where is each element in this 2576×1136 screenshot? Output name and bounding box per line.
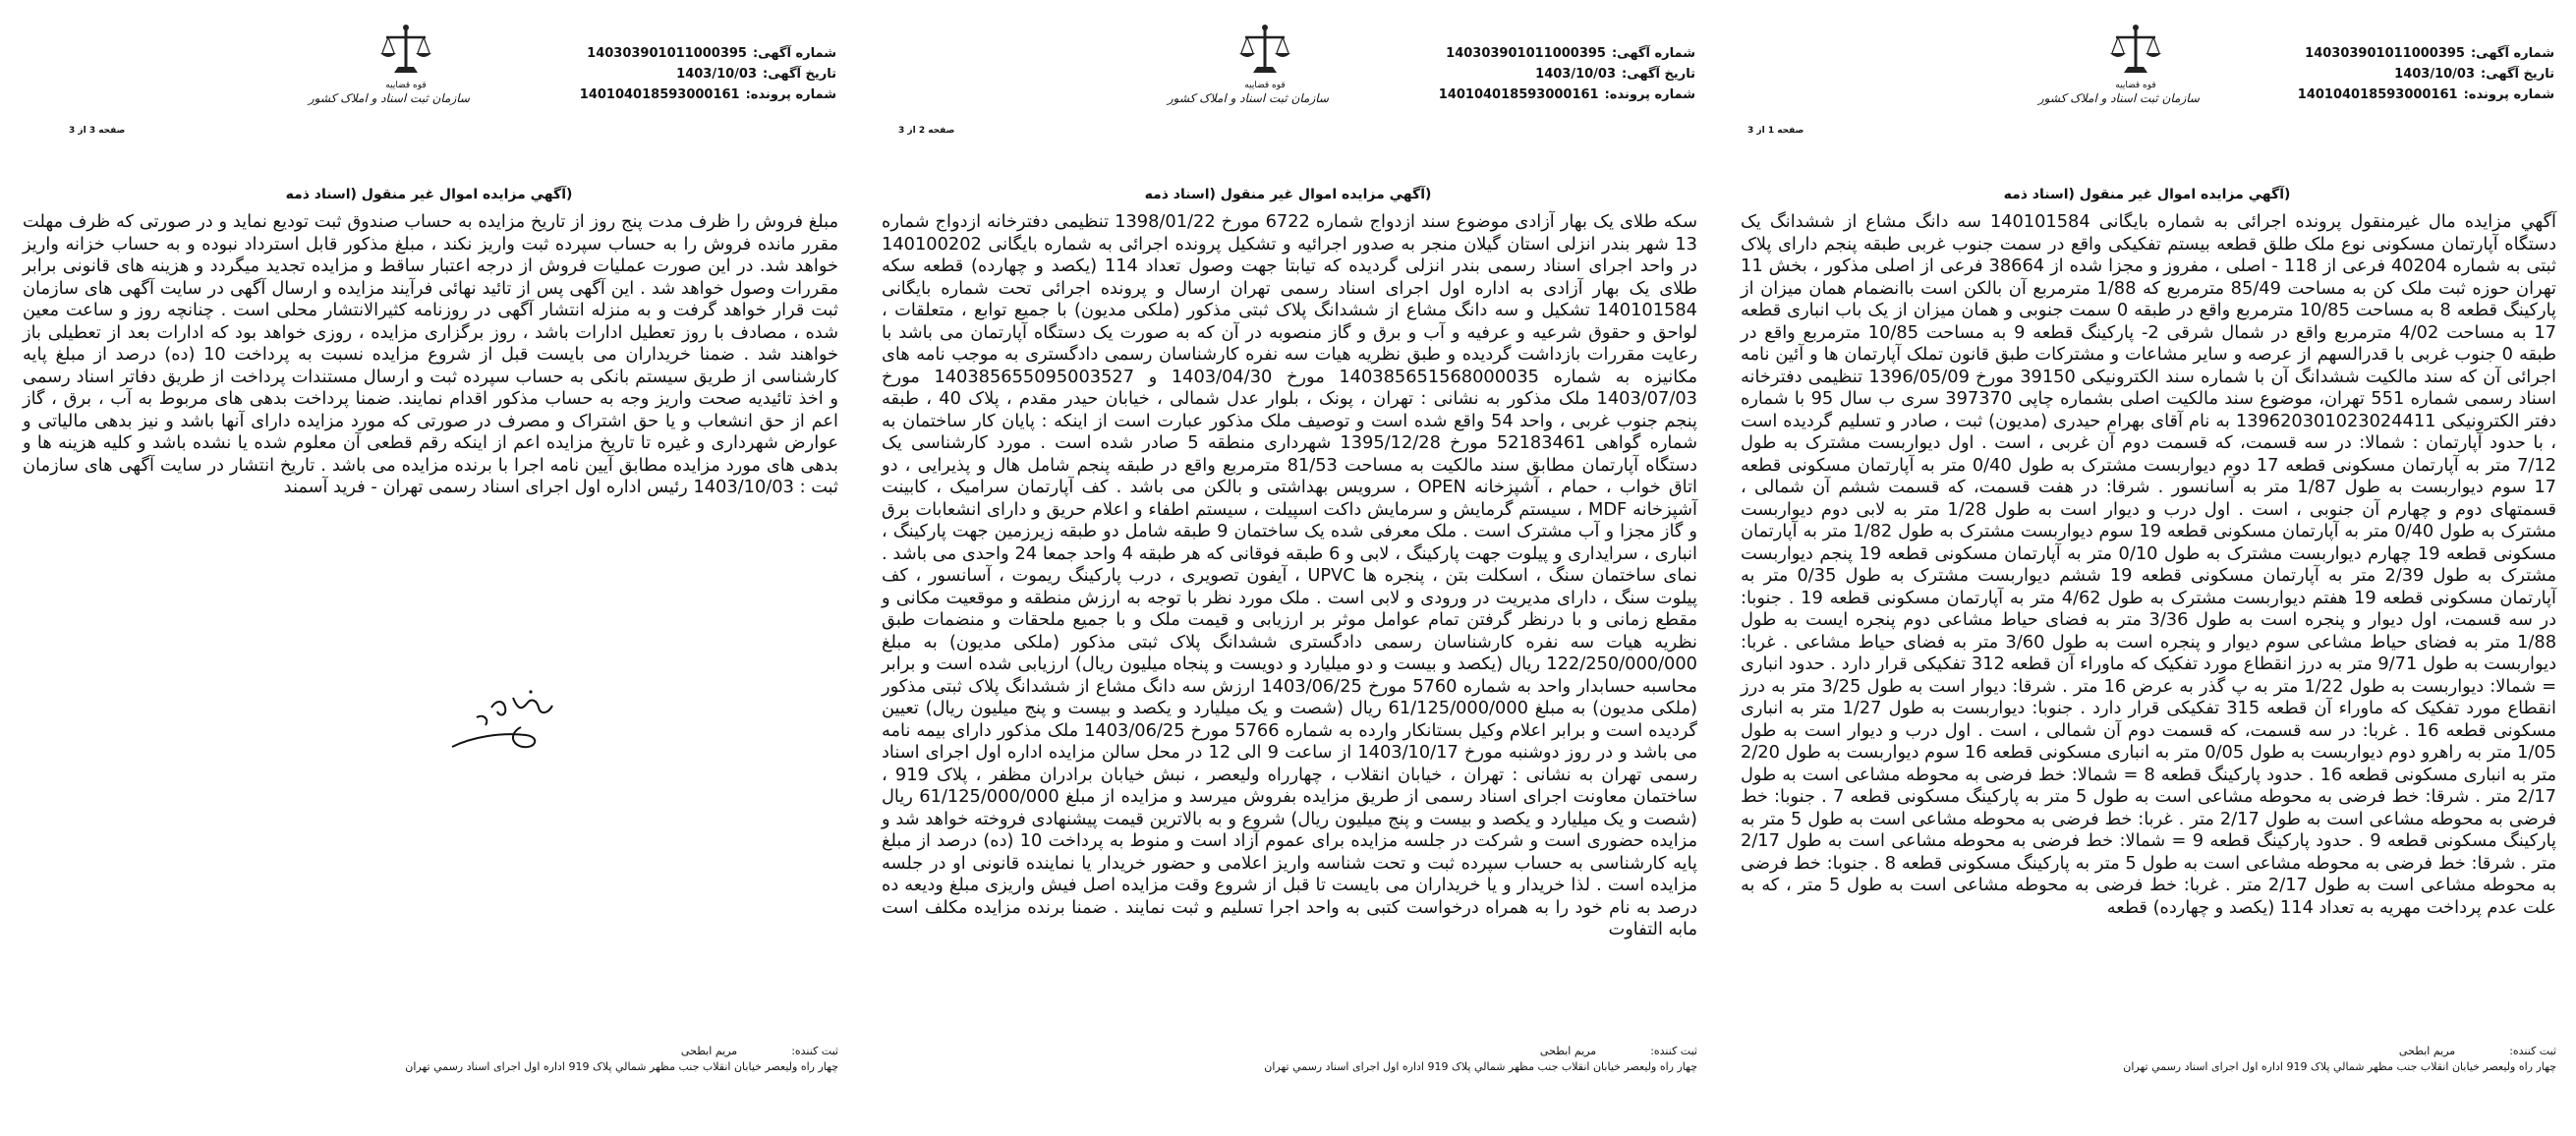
ad-number-label: شماره آگهی: [2470,46,2554,61]
notice-title: (آگهي مزايده اموال غیر منقول (اسناد ذمه [2003,187,2291,202]
registrar-line [2123,1044,2556,1059]
org-small-label: قوه قضاییه [1244,81,1286,90]
judiciary-emblem [2037,22,2200,120]
judiciary-emblem [308,22,470,120]
file-number-row [580,85,836,105]
office-address: چهار راه ولیعصر خیابان انقلاب جنب مظهر شمالي پلاک 919 اداره اول اجرای اسناد رسمي تهران [405,1060,838,1073]
office-address: چهار راه ولیعصر خیابان انقلاب جنب مظهر شمالي پلاک 919 اداره اول اجرای اسناد رسمي تهران [2123,1060,2556,1073]
page-number: صفحه 3 از 3 [69,126,126,136]
ad-meta-block [580,43,836,105]
ad-number-label: شماره آگهی: [1611,46,1695,61]
page-1 [1718,0,2576,1136]
office-address: چهار راه ولیعصر خیابان انقلاب جنب مظهر شمالي پلاک 919 اداره اول اجرای اسناد رسمي تهران [1264,1060,1697,1073]
registrar-name: مریم ابطحی [2398,1045,2456,1057]
ad-number-row [580,43,836,64]
scales-of-justice-icon [1235,22,1294,81]
file-number-row [1439,85,1695,105]
page-footer [1264,1044,1697,1075]
org-small-label: قوه قضاییه [2115,81,2156,90]
registrar-label: ثبت کننده: [1650,1045,1697,1057]
ad-date-value: 1403/10/03 [676,67,758,82]
scales-of-justice-icon [376,22,435,81]
file-number-label: شماره پرونده: [1604,87,1695,102]
notice-body: آگهي مزايده مال غيرمنقول پرونده اجرائی به شماره بايگانی 140101584 سه دانگ مشاع از ششدانگ يک دستگاه آپارتمان مسکونی نوع ملک طلق قطعه بيستم تفکيکی واقع در سمت جنوب غربی طبقه پنجم دارای پلاک ثبتی به شماره 40204 فرعی از 118 - اصلی ، مفروز و مجزا شده از 38664 فرعی از اصلی مذکور ، بخش 11 تهران حوزه ثبت ملک کن به مساحت 85/49 مترمربع که 1/88 مترمربع آن بالکن است باانضمام همان ميزان از پارکينگ قطعه 8 به مساحت 10/85 مترمربع واقع در طبقه 0 سمت جنوبی و همان ميزان از يک باب انباری قطعه 17 به مساحت 4/02 مترمربع واقع در شمال شرقی 2- پارکينگ قطعه 9 به مساحت 10/85 مترمربع واقع در طبقه 0 جنوب غربی با قدرالسهم از عرصه و ساير مشاعات و مشترکات طبق قانون تملک آپارتمان ها و آئين نامه اجرائی آن که سند مالکيت ششدانگ آن با شماره سند الکترونيکی 39150 مورخ 1396/05/09 تنظيمی دفترخانه اسناد رسمی شماره 551 تهران، موضوع سند مالکيت اصلی بشماره چاپی 397370 سری ب سال 95 با شماره دفتر الکترونيکی 139620301023024411 به نام آقای بهرام حيدری (مدیون) ثبت ، صادر و تسليم گرديده است ، با حدود آپارتمان : شمالا: در سه قسمت، که قسمت دوم آن غربی ، است . اول ديواربست مشترک به طول 7/12 متر به آپارتمان مسکونی قطعه 17 دوم ديواربست مشترک به طول 0/40 متر به آپارتمان مسکونی قطعه 17 سوم ديواربست به طول 1/87 متر به آسانسور . شرقا: در هفت قسمت، که قسمت ششم آن شمالی ، قسمتهای دوم و چهارم آن جنوبی ، است . اول درب و ديوار است به طول 1/28 متر به لابی دوم ديواربست مشترک به طول 0/40 متر به آپارتمان مسکونی قطعه 19 سوم ديواربست مشترک به طول 1/82 متر به آپارتمان مسکونی قطعه 19 چهارم ديواربست مشترک به طول 0/10 متر به آپارتمان مسکونی قطعه 19 پنجم ديواربست مشترک به طول 2/39 متر به آپارتمان مسکونی قطعه 19 ششم ديواربست مشترک به طول 0/35 متر به آپارتمان مسکونی قطعه 19 هفتم ديواربست مشترک به طول 4/62 متر به آپارتمان مسکونی قطعه 19 . جنوبا: در سه قسمت، اول ديوار و پنجره است به طول 3/36 متر به فضای حياط مشاعی دوم پنجره ايست به طول 1/88 متر به فضای حياط مشاعی سوم ديوار و پنجره است به طول 3/60 متر به فضای حياط مشاعی . غربا: ديواربست به طول 9/71 متر به درز انقطاع مورد تفکيک که ماوراء آن قطعه 312 تفکيکی قرار دارد . حدود انباری = شمالا: ديواربست به طول 1/22 متر به پ گذر به عرض 16 متر . شرقا: ديوار است به طول 3/25 متر به درز انقطاع مورد تفکيک که ماوراء آن قطعه 315 تفکيکی قرار دارد . جنوبا: ديواربست به طول 1/27 متر به انباری مسکونی قطعه 16 . غربا: در سه قسمت، که قسمت دوم آن شمالی ، است . اول درب و ديوار است به طول 1/05 متر به راهرو دوم ديواربست به طول 0/05 متر به انباری مسکونی قطعه 16 سوم ديواربست به طول 2/20 متر به انباری مسکونی قطعه 16 . حدود پارکينگ قطعه 8 = شمالا: خط فرضی به محوطه مشاعی است به طول 2/17 متر . شرقا: خط فرضی به محوطه مشاعی است به طول 5 متر به پارکينگ مسکونی قطعه 7 . جنوبا: خط فرضی به محوطه مشاعی است به طول 2/17 متر . غربا: خط فرضی به محوطه مشاعی است به طول 5 متر به پارکينگ مسکونی قطعه 9 . حدود پارکينگ قطعه 9 = شمالا: خط فرضی به محوطه مشاعی است به طول 2/17 متر . شرقا: خط فرضی به محوطه مشاعی است به طول 5 متر به پارکينگ مسکونی قطعه 8 . جنوبا: خط فرضی به محوطه مشاعی است به طول 2/17 متر . غربا: خط فرضی به محوطه مشاعی است به طول 5 متر ، که به علت عدم پرداخت مهريه به تعداد 114 (يکصد و چهارده) قطعه [1741,211,2557,918]
org-main-label: سازمان ثبت اسناد و املاک کشور [308,91,470,105]
org-small-label: قوه قضاییه [385,81,427,90]
org-main-label: سازمان ثبت اسناد و املاک کشور [1167,91,1329,105]
ad-number-label: شماره آگهی: [752,46,836,61]
registrar-line [1264,1044,1697,1059]
page-number: صفحه 2 از 3 [898,126,955,136]
org-main-label: سازمان ثبت اسناد و املاک کشور [2037,91,2200,105]
notice-title: (آگهي مزايده اموال غیر منقول (اسناد ذمه [1144,187,1432,202]
ad-number-value: 140303901011000395 [1446,46,1606,61]
registrar-label: ثبت کننده: [791,1045,838,1057]
file-number-value: 140104018593000161 [1438,87,1599,102]
registrar-name: مریم ابطحی [680,1045,738,1057]
notice-body: مبلغ فروش را ظرف مدت پنج روز از تاريخ مزايده به حساب صندوق ثبت توديع نمايد و در صورتی که ظرف مهلت مقرر مانده فروش را به حساب سپرده ثبت واريز نکند ، مبلغ مذکور قابل استرداد نبوده و به حساب خزانه واريز خواهد شد. در اين صورت عمليات فروش از درجه اعتبار ساقط و مزايده تجديد ميگردد و هزينه های قانونی برابر مقررات وصول خواهد شد . اين آگهی پس از تائيد نهائی فرآيند مزايده و ارسال آگهی در سايت آگهی های سازمان ثبت قرار خواهد گرفت و به منزله انتشار آگهی در روزنامه کثيرالانتشار محلی است . چنانچه روز و ساعت معين شده ، مصادف با روز تعطيل ادارات باشد ، روز برگزاری مزايده ، روزی خواهد بود که ادارات بعد از تعطيلی باز خواهند شد . ضمنا خريداران می بايست قبل از شروع مزايده نسبت به پرداخت 10 (ده) درصد از مبلغ پايه کارشناسی از طريق سيستم بانکی به حساب سپرده ثبت و ارسال مستندات پرداخت از طريق دفاتر اسناد رسمی و اخذ تائيديه صحت واريز وجه به حساب مذکور اقدام نمايند. ضمنا پرداخت بدهی های مربوط به آب ، برق ، گاز اعم از حق انشعاب و يا حق اشتراک و مصرف در صورتی که مورد مزايده دارای آنها باشد و نيز بدهی مالياتی و عوارض شهرداری و غيره تا تاريخ مزايده اعم از اينکه رقم قطعی آن معلوم شده يا نشده باشد و کليه هزينه ها و بدهی های مورد مزايده مطابق آيين نامه اجرا با برنده مزايده می باشد . تاريخ انتشار در سايت آگهی های سازمان ثبت : 1403/10/03 رئيس اداره اول اجرای اسناد رسمی تهران - فريد آسمند [23,211,838,497]
file-number-value: 140104018593000161 [579,87,740,102]
ad-number-row [1439,43,1695,64]
registrar-line [405,1044,838,1059]
notice-body: سکه طلای يک بهار آزادی موضوع سند ازدواج شماره 6722 مورخ 1398/01/22 تنظيمی دفترخانه ازدواج شماره 13 شهر بندر انزلی استان گيلان منجر به صدور اجرائيه و تشکيل پرونده اجرائی به شماره بايگانی 140100202 در واحد اجرای اسناد رسمی بندر انزلی گرديده که تيابتا جهت وصول تعداد 114 (يکصد و چهارده) قطعه سکه طلای يک بهار آزادی به اداره اول اجرای اسناد رسمی تهران ارسال و پرونده اجرائی تحت شماره بايگانی 140101584 تشکيل و سه دانگ مشاع از ششدانگ پلاک ثبتی مذکور (ملکی مديون) با جميع توابع ، متعلقات ، لواحق و حقوق شرعيه و عرفيه و آب و برق و گاز منصوبه در آن که به صورت يک دستگاه آپارتمان می باشد با رعايت مقررات بازداشت گرديده و طبق نظريه هيات سه نفره کارشناسان رسمی دادگستری به موجب نامه های مکانيزه به شماره 140385651568000035 مورخ 1403/04/30 و 140385655095003527 مورخ 1403/07/03 ملک مذکور به نشانی : تهران ، پونک ، بلوار عدل شمالی ، خيابان حيدر مقدم ، پلاک 40 ، طبقه پنجم جنوب غربی ، واحد 54 واقع شده است و توصيف ملک مذکور عبارت است از اينکه : پايان کار ساختمان به شماره گواهی 52183461 مورخ 1395/12/28 شهرداری منطقه 5 صادر شده است . مورد کارشناسی يک دستگاه آپارتمان مطابق سند مالکيت به مساحت 81/53 مترمربع واقع در طبقه پنجم شامل هال و پذيرايی ، دو اتاق خواب ، حمام ، آشپزخانه OPEN ، سرويس بهداشتی و بالکن می باشد . کف آپارتمان سراميک ، کابينت آشپزخانه MDF ، سيستم گرمايش و سرمايش داکت اسپيلت ، سيستم اطفاء و اعلام حريق و دارای انشعابات برق و گاز مجزا و آب مشترک است . ملک معرفی شده يک ساختمان 9 طبقه شامل دو طبقه زيرزمين جهت پارکينگ ، انباری ، سرايداری و پيلوت جهت پارکينگ ، لابی و 6 طبقه فوقانی که هر طبقه 4 واحد جمعا 24 واحدی می باشد . نمای ساختمان سنگ ، اسکلت بتن ، پنجره ها UPVC ، آيفون تصويری ، درب پارکينگ ريموت ، آسانسور ، کف پيلوت سنگ ، دارای مديريت در ورودی و لابی است . ملک مورد نظر با توجه به ارزش منطقه و موقعيت مکانی و مقطع زمانی و با درنظر گرفتن تمام عوامل موثر بر ارزيابی و قيمت ملک و با جميع ملحقات و منضمات طبق نظريه هيات سه نفره کارشناسان رسمی دادگستری ششدانگ پلاک ثبتی مذکور (ملکی مديون) به مبلغ 122/250/000/000 ريال (يکصد و بيست و دو ميليارد و دويست و پنجاه ميليون ريال) ارزيابی شده است و برابر محاسبه حسابدار واحد به شماره 5760 مورخ 1403/06/25 ارزش سه دانگ مشاع از ششدانگ پلاک ثبتی مذکور (ملکی مديون) به مبلغ 61/125/000/000 ريال (شصت و يک ميليارد و يکصد و بيست و پنج ميليون ريال) تعيين گرديده است و برابر اعلام وکيل بستانکار وارده به شماره 5766 مورخ 1403/06/25 ملک مذکور دارای بيمه نامه می باشد و در روز دوشنبه مورخ 1403/10/17 از ساعت 9 الی 12 در محل سالن مزايده اداره اول اجرای اسناد رسمی تهران به نشانی : تهران ، خيابان انقلاب ، چهارراه وليعصر ، نبش خيابان برادران مظفر ، پلاک 919 ، ساختمان معاونت اجرای اسناد رسمی از طريق مزايده بفروش ميرسد و مزايده از مبلغ 61/125/000/000 ريال (شصت و يک ميليارد و يکصد و بيست و پنج ميليون ريال) شروع و به بالاترين قيمت پيشنهادی فروخته خواهد شد و مزايده حضوری است و شرکت در جلسه مزايده برای عموم آزاد است و منوط به پرداخت 10 (ده) درصد از مبلغ پايه کارشناسی به حساب سپرده ثبت و تحت شناسه واريز اعلامی و حضور خريدار يا نماينده قانونی او در جلسه مزايده است . لذا خريدار و يا خريداران می بايست تا قبل از شروع وقت مزايده اصل فيش واريزی مبلغ وديعه ده درصد به نام خود را به همراه درخواست کتبی به واحد اجرا تسليم و ثبت نمايند . ضمنا برنده مزايده مکلف است مابه التفاوت [882,211,1698,939]
handwritten-signature [432,678,570,767]
ad-meta-block [2298,43,2554,105]
ad-date-label: تاریخ آگهی: [1622,67,1695,82]
ad-date-row [2298,64,2554,85]
judiciary-emblem [1167,22,1329,120]
scales-of-justice-icon [2106,22,2165,81]
page-3 [0,0,858,1136]
ad-meta-block [1439,43,1695,105]
notice-title: (آگهي مزايده اموال غیر منقول (اسناد ذمه [285,187,573,202]
ad-number-value: 140303901011000395 [587,46,747,61]
ad-number-row [2298,43,2554,64]
page-footer [405,1044,838,1075]
file-number-row [2298,85,2554,105]
ad-date-label: تاریخ آگهی: [2481,67,2554,82]
page-2 [859,0,1717,1136]
file-number-label: شماره پرونده: [745,87,836,102]
ad-date-value: 1403/10/03 [1535,67,1617,82]
ad-date-label: تاریخ آگهی: [763,67,836,82]
ad-number-value: 140303901011000395 [2305,46,2465,61]
ad-date-value: 1403/10/03 [2394,67,2476,82]
registrar-name: مریم ابطحی [1539,1045,1597,1057]
ad-date-row [580,64,836,85]
registrar-label: ثبت کننده: [2509,1045,2556,1057]
file-number-value: 140104018593000161 [2297,87,2458,102]
page-number: صفحه 1 از 3 [1747,126,1804,136]
ad-date-row [1439,64,1695,85]
file-number-label: شماره پرونده: [2463,87,2554,102]
page-footer [2123,1044,2556,1075]
